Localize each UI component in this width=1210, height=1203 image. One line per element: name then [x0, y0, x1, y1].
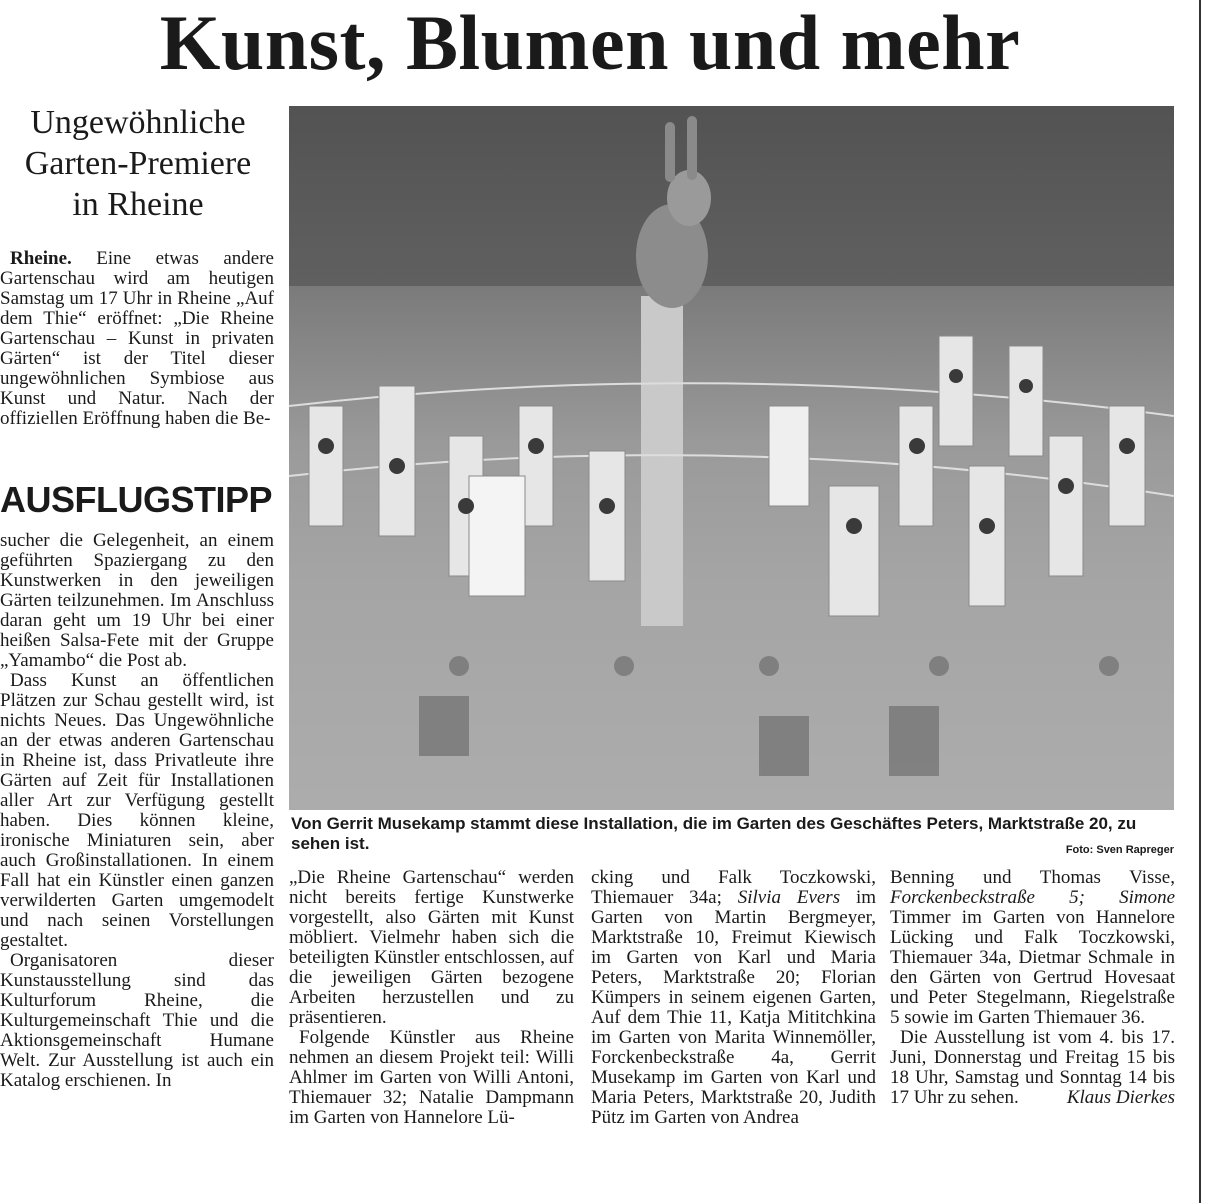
text-run: Timmer im Garten von Hannelore Lücking und Falk Toczkowski, Thiemauer 34a, Dietmar Schmale in den Gärten von Gertrud Hovesaat und Peter Stegelmann, Riegelstraße 5 sowie im Garten Thiemauer 36. [890, 907, 1175, 1028]
column-rule [1199, 0, 1201, 1203]
paragraph [890, 868, 1175, 1028]
paragraph: „Die Rheine Gartenschau“ werden nicht bereits fertige Kunstwerke vorgestellt, also Gärten mit Kunst möbliert. Vielmehr haben sich die beteiligten Künstler entschlossen, auf die jeweiligen Gärten bezogene Arbeiten herzustellen und zu präsentieren. [289, 867, 574, 1028]
article-column-1-top [0, 249, 274, 467]
paragraph: Folgende Künstler aus Rheine nehmen an diesem Projekt teil: Willi Ahlmer im Garten von Willi Antoni, Thiemauer 32; Natalie Dampmann im Garten von Hannelore Lü- [289, 1027, 574, 1128]
article-photo [289, 106, 1174, 810]
article-column-1-bottom [0, 531, 274, 1201]
photo-credit: Foto: Sven Rapreger [1065, 844, 1174, 856]
paragraph [591, 868, 876, 1128]
text-run: im Garten von Martin Bergmeyer, Marktstraße 10, Freimut Kiewisch im Garten von Karl und Maria Peters, Marktstraße 20; Florian Kümpers in seinem eigenen Garten, Auf dem Thie 11, Katja Mititchkina im Garten von Marita Winnemöller, Forckenbeckstraße 4a, Gerrit Musekamp im Garten von Karl und Maria Peters, Marktstraße 20, Judith Pütz im Garten von Andrea [591, 887, 877, 1128]
subheadline-line-3: in Rheine [72, 186, 204, 223]
paragraph: Die Ausstellung ist vom 4. bis 17. Juni, Donnerstag und Freitag 15 bis 18 Uhr, Samstag und Sonntag 14 bis 17 Uhr zu sehen. [890, 1027, 1175, 1108]
kicker-label: AUSFLUGSTIPP [0, 479, 273, 520]
article-column-2 [289, 868, 574, 1203]
paragraph: Dass Kunst an öffentlichen Plätzen zur Schau gestellt wird, ist nichts Neues. Das Ungewöhnliche an der etwas anderen Gartenschau in Rheine ist, dass Privatleute ihre Gärten auf Zeit für Installationen aller Art zur Verfügung gestellt haben. Dies können kleine, ironische Miniaturen sein, aber auch Großinstallationen. In einem Fall hat ein Künstler einen ganzen verwilderten Garten umgemodelt und nach seinen Vorstellungen gestaltet. [0, 670, 274, 951]
photo-caption: Von Gerrit Musekamp stammt diese Installation, die im Garten des Geschäftes Peters, Marktstraße 20, zu sehen ist. [291, 814, 1137, 853]
subheadline-line-1: Ungewöhnliche [30, 104, 246, 141]
paragraph: sucher die Gelegenheit, an einem geführten Spaziergang zu den Kunstwerken in den jeweiligen Gärten teilzunehmen. Im Anschluss daran geht um 19 Uhr bei einer heißen Salsa-Fete mit der Gruppe „Yamambo“ die Post ab. [0, 530, 274, 671]
paragraph: Organisatoren dieser Kunstausstellung sind das Kulturforum Rheine, die Kulturgemeinschaft Thie und die Aktionsgemeinschaft Humane Welt. Zur Ausstellung ist auch ein Katalog erschienen. In [0, 950, 274, 1091]
text-run: Benning und Thomas Visse, [890, 867, 1175, 888]
article-column-4 [890, 868, 1175, 1203]
lead-paragraph: Eine etwas andere Gartenschau wird am heutigen Samstag um 17 Uhr in Rheine „Auf dem Thie“ eröffnet: „Die Rheine Gartenschau – Kunst in privaten Gärten“ ist der Titel dieser ungewöhnlichen Symbiose aus Kunst und Natur. Nach der offiziellen Eröffnung haben die Be- [0, 248, 274, 429]
headline: Kunst, Blumen und mehr [159, 0, 1021, 86]
subheadline-line-2: Garten-Premiere [24, 145, 252, 182]
author-signature: Klaus Dierkes [1066, 1087, 1175, 1108]
subheadline [0, 102, 276, 225]
address-italic: Forckenbeckstraße 5; Simone [890, 887, 1175, 908]
article-column-3 [591, 868, 876, 1203]
artist-name-italic: Silvia Evers [737, 887, 841, 908]
dateline: Rheine. [10, 248, 72, 269]
installation-photo-illustration [289, 106, 1174, 810]
text-run: cking und Falk Toczkowski, Thiemauer 34a; [591, 867, 876, 908]
